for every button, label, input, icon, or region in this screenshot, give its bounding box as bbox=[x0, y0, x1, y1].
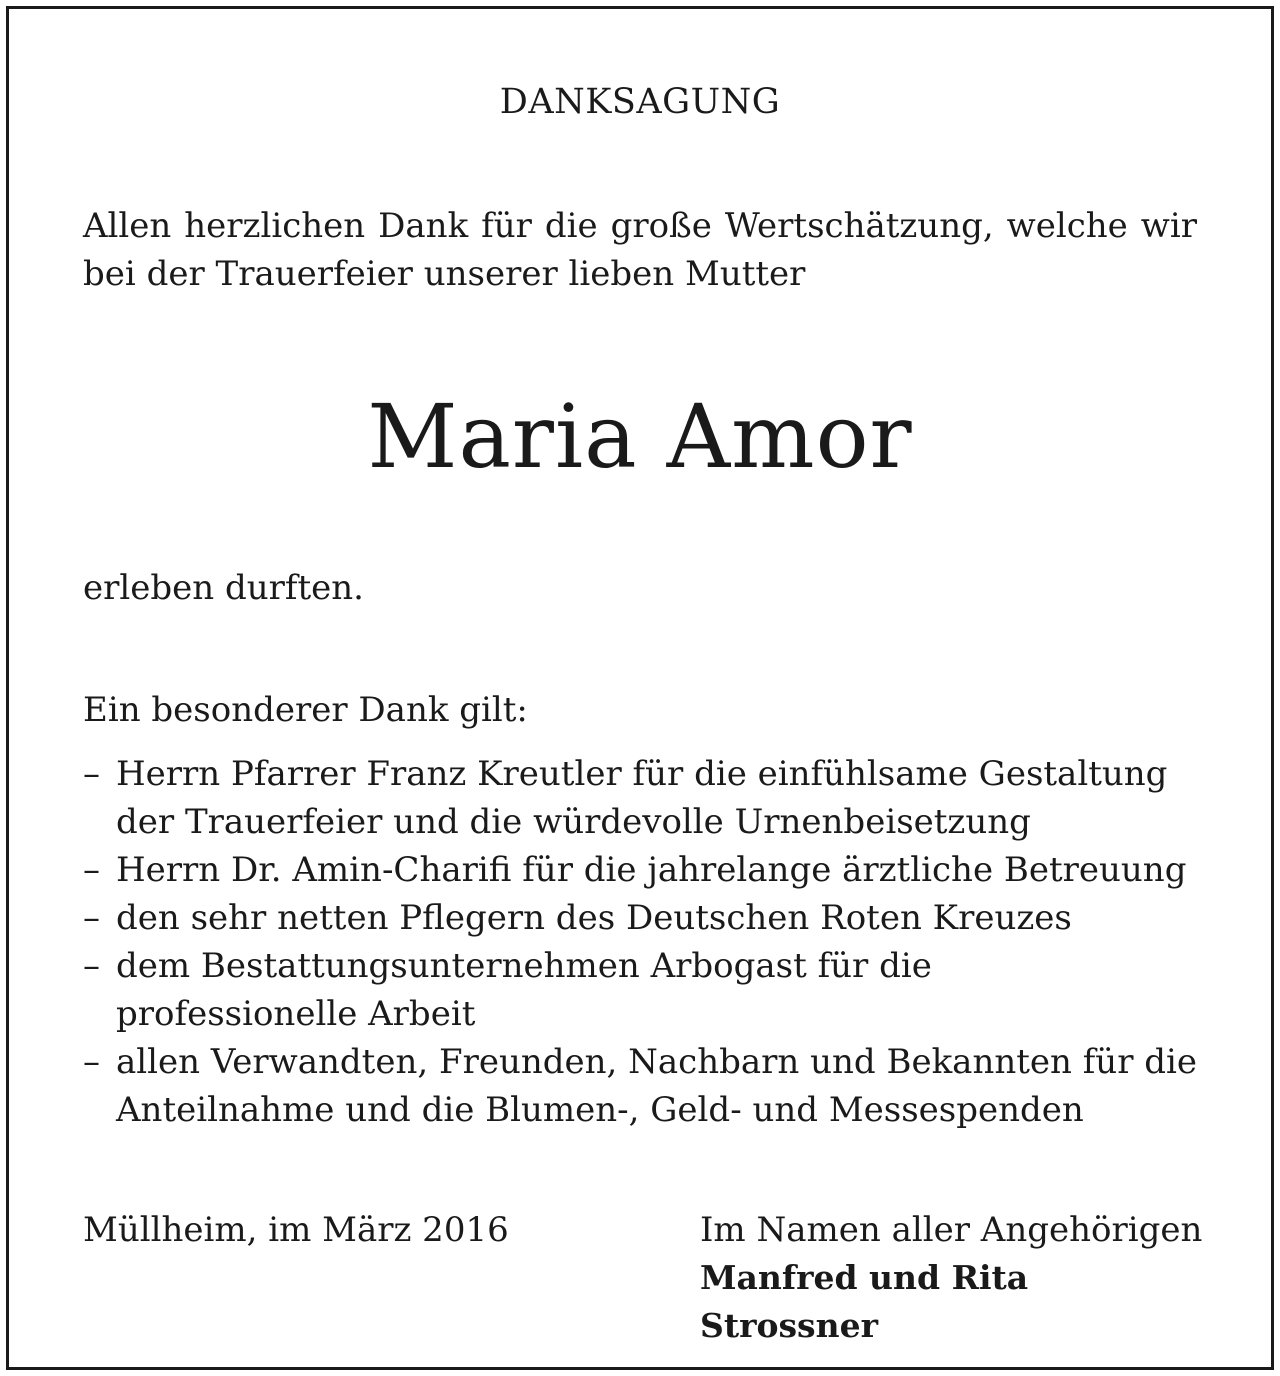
thanks-item-line: Anteilnahme und die Blumen-, Geld- und Messespenden bbox=[116, 1090, 1084, 1130]
thanks-item bbox=[83, 846, 1203, 894]
dash-bullet: – bbox=[83, 850, 100, 890]
thanks-item bbox=[83, 894, 1203, 942]
signature-line: Im Namen aller Angehörigen bbox=[700, 1210, 1203, 1250]
dash-bullet: – bbox=[83, 754, 100, 794]
thanks-item-line: allen Verwandten, Freunden, Nachbarn und Bekannten für die bbox=[116, 1042, 1198, 1082]
thanks-item-line: dem Bestattungsunternehmen Arbogast für die bbox=[116, 946, 932, 986]
dash-bullet: – bbox=[83, 946, 100, 986]
thanks-item bbox=[83, 1038, 1203, 1134]
thanks-item bbox=[83, 942, 1203, 1038]
thanks-item-line: Herrn Pfarrer Franz Kreutler für die einfühlsame Gestaltung bbox=[116, 754, 1168, 794]
dash-bullet: – bbox=[83, 1042, 100, 1082]
thanks-item-line: den sehr netten Pflegern des Deutschen Roten Kreuzes bbox=[116, 898, 1072, 938]
dash-bullet: – bbox=[83, 898, 100, 938]
signature-names: Manfred und Rita Strossner bbox=[700, 1258, 1029, 1345]
thanks-item bbox=[83, 750, 1203, 846]
thanks-list bbox=[83, 750, 1203, 1134]
closing-line: erleben durften. bbox=[83, 568, 364, 608]
thanks-item-line: professionelle Arbeit bbox=[116, 994, 476, 1034]
thanks-item-line: der Trauerfeier und die würdevolle Urnenbeisetzung bbox=[116, 802, 1031, 842]
place-date: Müllheim, im März 2016 bbox=[83, 1210, 509, 1250]
thanks-intro: Ein besonderer Dank gilt: bbox=[83, 690, 528, 730]
intro-line-2: bei der Trauerfeier unserer lieben Mutter bbox=[83, 254, 806, 294]
intro-paragraph bbox=[83, 202, 1197, 298]
signature-block bbox=[700, 1206, 1203, 1350]
thanks-item-line: Herrn Dr. Amin-Charifi für die jahrelange ärztliche Betreuung bbox=[116, 850, 1187, 890]
intro-line-1: Allen herzlichen Dank für die große Wertschätzung, welche wir bbox=[83, 206, 1197, 246]
notice-heading: DANKSAGUNG bbox=[499, 82, 781, 122]
deceased-name: Maria Amor bbox=[367, 385, 913, 488]
